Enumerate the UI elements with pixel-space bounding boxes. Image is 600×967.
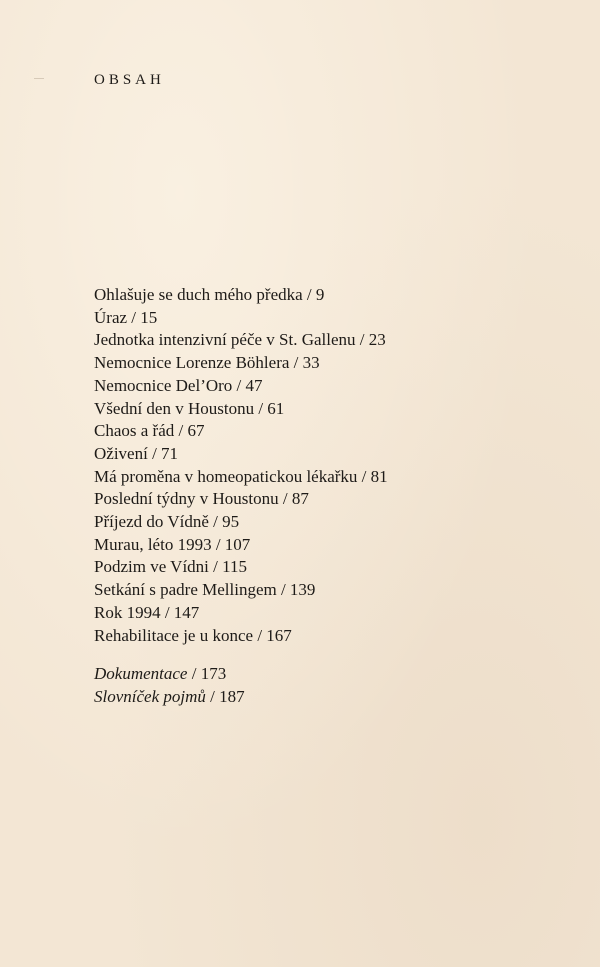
toc-entry: Setkání s padre Mellingem / 139: [94, 580, 316, 600]
toc-entry: Ohlašuje se duch mého předka / 9: [94, 285, 325, 304]
appendix-title: Slovníček pojmů: [94, 686, 206, 706]
toc-entry: Má proměna v homeopatickou lékařku / 81: [94, 466, 388, 486]
toc-entry: Úraz / 15: [94, 307, 158, 327]
appendix-entry-glossary: [94, 686, 574, 709]
toc-entry: Podzim ve Vídni / 115: [94, 557, 247, 577]
appendix-page: / 187: [205, 686, 245, 706]
appendix-entry-documentation: [94, 663, 574, 686]
toc-entry: Jednotka intenzivní péče v St. Gallenu / 23: [94, 330, 386, 350]
table-of-contents: [94, 284, 574, 647]
contents-heading: OBSAH: [94, 72, 165, 88]
toc-entry: Nemocnice Del’Oro / 47: [94, 375, 263, 395]
page-edge-mark: [34, 78, 44, 79]
toc-entry: Rehabilitace je u konce / 167: [94, 625, 292, 645]
toc-entry: Murau, léto 1993 / 107: [94, 534, 251, 554]
toc-entry: Příjezd do Vídně / 95: [94, 512, 240, 532]
toc-entry: Rok 1994 / 147: [94, 602, 200, 622]
appendix-list: [94, 663, 574, 708]
toc-entry: Všední den v Houstonu / 61: [94, 398, 285, 418]
toc-entry: Oživení / 71: [94, 443, 179, 463]
appendix-title: Dokumentace: [94, 664, 188, 683]
toc-entry: Poslední týdny v Houstonu / 87: [94, 489, 309, 509]
toc-entry: Chaos a řád / 67: [94, 421, 205, 441]
appendix-page: / 173: [187, 664, 227, 683]
toc-entry: Nemocnice Lorenze Böhlera / 33: [94, 353, 320, 373]
